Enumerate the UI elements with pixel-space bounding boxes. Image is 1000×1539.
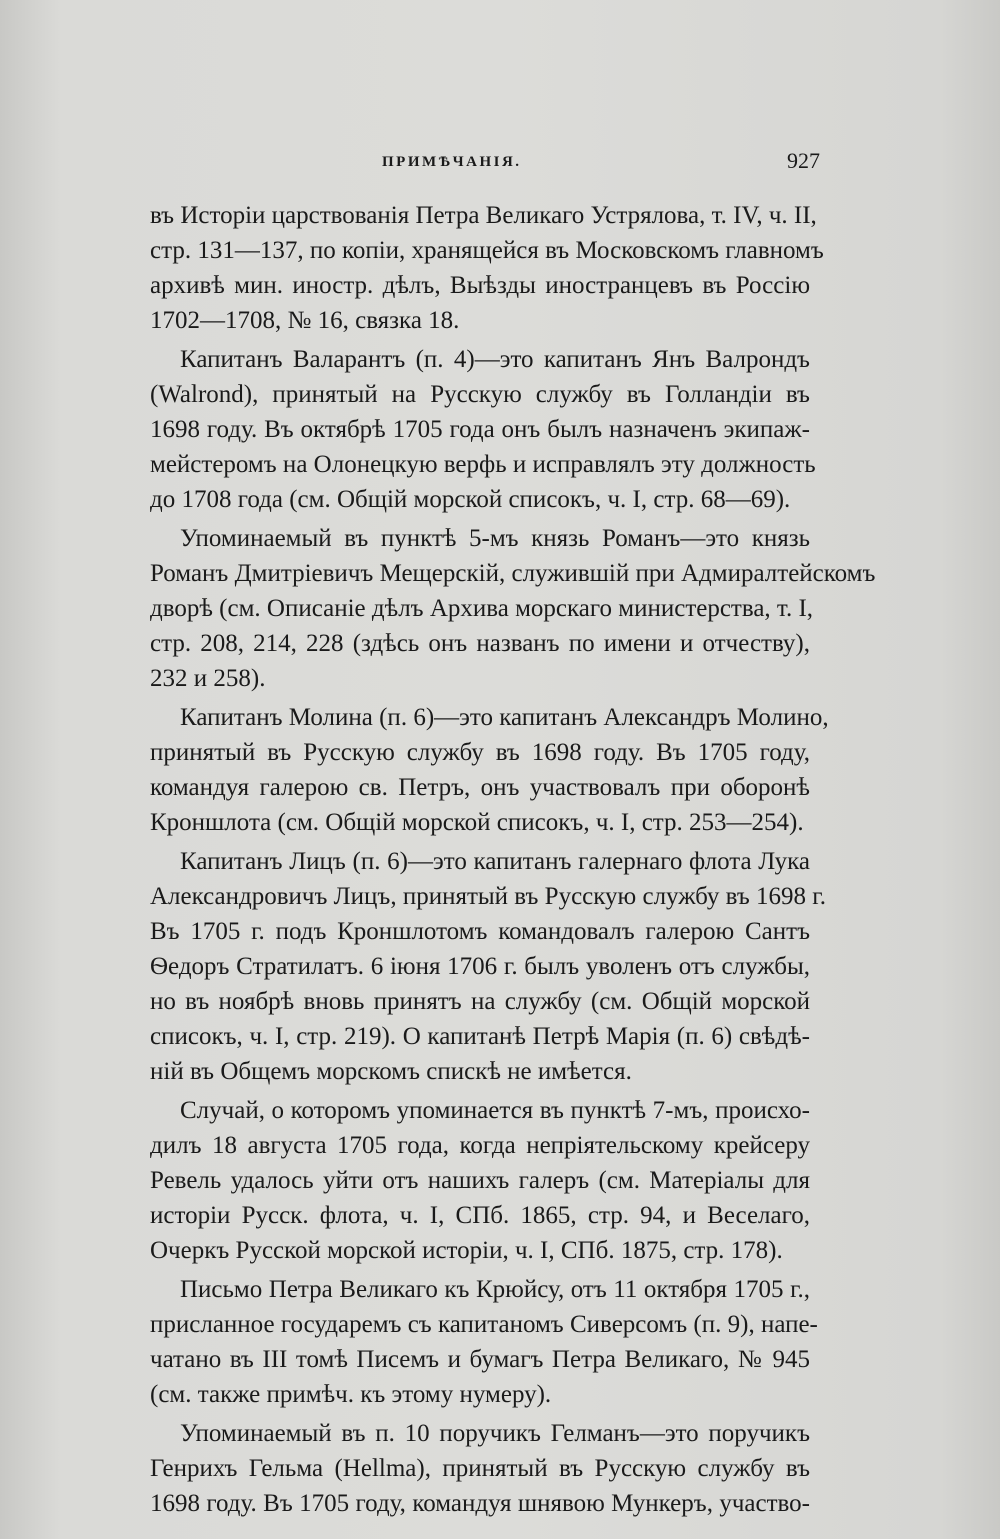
text-line: но въ ноябрѣ вновь принятъ на службу (см. Общій морской [150, 988, 810, 1015]
text-line: (Walrond), принятый на Русскую службу въ Голландіи въ [150, 381, 810, 408]
text-line: архивѣ мин. иностр. дѣлъ, Выѣзды иностранцевъ въ Россію [150, 272, 810, 299]
text-line: стр. 208, 214, 228 (здѣсь онъ названъ по имени и отчеству), [150, 630, 810, 657]
paragraph [150, 521, 876, 696]
text-line: Упоминаемый въ пунктѣ 5-мъ князь Романъ—это князь [180, 525, 810, 552]
text-line: Генрихъ Гельма (Hellma), принятый въ Русскую службу въ [150, 1455, 810, 1482]
text-line: Въ 1705 г. подъ Кроншлотомъ командовалъ галерою Сантъ [150, 918, 810, 945]
text-line: до 1708 года (см. Общій морской списокъ, ч. I, стр. 68—69). [150, 486, 791, 513]
text-line: Александровичъ Лицъ, принятый въ Русскую службу въ 1698 г. [150, 883, 826, 910]
text-line: Ревель удалось уйти отъ нашихъ галеръ (см. Матеріалы для [150, 1167, 810, 1194]
text-line: Письмо Петра Великаго къ Крюйсу, отъ 11 октября 1705 г., [180, 1276, 810, 1303]
paragraph [150, 1272, 818, 1412]
paragraph [150, 342, 816, 517]
text-line: 1698 году. Въ октябрѣ 1705 года онъ былъ назначенъ экипаж- [150, 416, 810, 443]
paragraph [150, 1093, 810, 1268]
text-line: Упоминаемый въ п. 10 поручикъ Гелманъ—это поручикъ [180, 1420, 810, 1447]
text-line: 1702—1708, № 16, связка 18. [150, 307, 460, 334]
text-line: мейстеромъ на Олонецкую верфь и исправлялъ эту должность [150, 451, 816, 478]
text-line: исторіи Русск. флота, ч. I, СПб. 1865, стр. 94, и Веселаго, [150, 1202, 810, 1229]
text-line: командуя галерою св. Петръ, онъ участвовалъ при оборонѣ [150, 774, 810, 801]
text-line: Кроншлота (см. Общій морской списокъ, ч. I, стр. 253—254). [150, 809, 804, 836]
page-number: 927 [787, 148, 820, 173]
text-line: 1698 году. Въ 1705 году, командуя шнявою Мункеръ, участво- [150, 1490, 810, 1517]
text-line: ній въ Общемъ морскомъ спискѣ не имѣется. [150, 1058, 632, 1085]
text-line: присланное государемъ съ капитаномъ Сиверсомъ (п. 9), напе- [150, 1311, 818, 1338]
text-line: Очеркъ Русской морской исторіи, ч. I, СПб. 1875, стр. 178). [150, 1237, 783, 1264]
paragraph [150, 700, 829, 840]
text-line: дворѣ (см. Описаніе дѣлъ Архива морскаго министерства, т. I, [150, 595, 814, 622]
paragraph [150, 198, 824, 338]
text-line: Капитанъ Валарантъ (п. 4)—это капитанъ Янъ Валрондъ [180, 346, 810, 373]
text-line: принятый въ Русскую службу въ 1698 году. Въ 1705 году, [150, 739, 810, 766]
text-line: стр. 131—137, по копіи, хранящейся въ Московскомъ главномъ [150, 237, 824, 264]
text-line: Капитанъ Лицъ (п. 6)—это капитанъ галернаго флота Лука [180, 848, 810, 875]
text-line: Капитанъ Молина (п. 6)—это капитанъ Александръ Молино, [180, 704, 829, 731]
page-body [150, 198, 876, 1525]
paragraph [150, 1416, 810, 1521]
paragraph [150, 844, 826, 1089]
text-line: Случай, о которомъ упоминается въ пунктѣ 7-мъ, происхо- [180, 1097, 810, 1124]
running-head: ПРИМѢЧАНІЯ. [382, 154, 522, 170]
text-line: 232 и 258). [150, 665, 266, 692]
text-line: Романъ Дмитріевичъ Мещерскій, служившій при Адмиралтейскомъ [150, 560, 876, 587]
text-line: дилъ 18 августа 1705 года, когда непріятельскому крейсеру [150, 1132, 810, 1159]
page-header [150, 148, 820, 178]
text-line: Ѳедоръ Стратилатъ. 6 іюня 1706 г. былъ уволенъ отъ службы, [150, 953, 810, 980]
text-line: (см. также примѣч. къ этому нумеру). [150, 1381, 552, 1408]
text-line: списокъ, ч. I, стр. 219). О капитанѣ Петрѣ Марія (п. 6) свѣдѣ- [150, 1023, 810, 1050]
text-line: въ Исторіи царствованія Петра Великаго Устрялова, т. IV, ч. II, [150, 202, 817, 229]
text-line: чатано въ III томѣ Писемъ и бумагъ Петра Великаго, № 945 [150, 1346, 810, 1373]
